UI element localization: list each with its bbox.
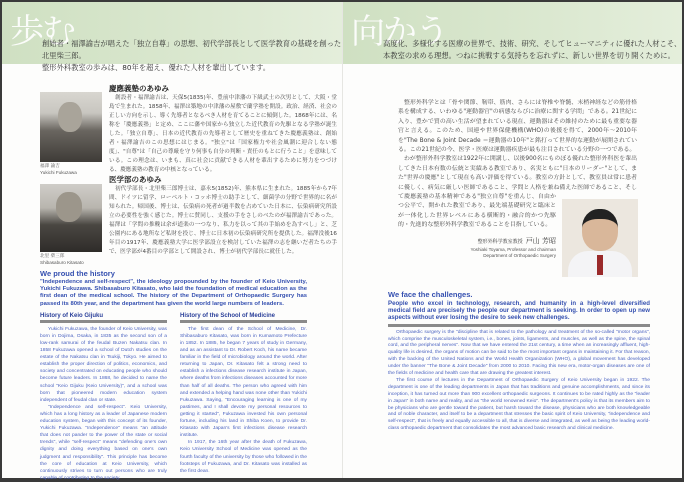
english-lead: "Independence and self-respect", the ideology propounded by the founder of Keio University, Yukichi Fukuzawa. Shibasaburo Kitasato, who laid the foundation of medical education as the first dean of the medical school. The history of the Department of Orthopaedic Surgery has passed its 80th year, and the department has given the world large numbers of leaders. [40, 279, 307, 307]
divider [388, 324, 650, 327]
caption-ja: 北里 柴三郎 [40, 254, 65, 259]
caption-en: Shibasaburo Kitasato [40, 260, 84, 265]
english-body [388, 330, 650, 434]
caption-line: Yoshiaki Toyama, Professor and chairman [470, 246, 556, 252]
section-body: 初代学部長・北里柴三郎博士は、嘉永5(1852)年、熊本県に生まれた。1885年から7年間、ドイツに留学、ローベルト・コッホ博士の助手として、細菌学の分野で世界的に名が知られた。帰国後、博士は、伝染病の死者が過半数を占めていた日本に、伝染病研究所設立の必要性を強く感じた。博士に賛同し、支援の手をさしのべたのが福澤諭吉であった。福澤は「学問の推輓は余が道楽の一つなり、私力を以って其の手始めを為すべし」と、芝公園内にある地所など私財を投じ、博士に日本初の伝染病研究所を提供した。福澤没後16年目の1917年、慶應義塾大学に医学部設立を検討していた福澤の志を継いだ者たちの手で、医学部が4番目の学部として開設され、博士が初代学部長に就任した。 [109, 186, 337, 255]
caption-line: Department of Orthopaedic Surgery [483, 252, 556, 258]
left-page [2, 2, 342, 481]
lead-line: 高度化、多様化する医療の世界で、技術、研究、そしてヒューマニティに優れた人材こそ、 [383, 39, 682, 48]
lead-line: 本教室の求める理想。つねに挑戦する気持ちを忘れずに、新しい世界を切り開くために。 [383, 51, 675, 60]
english-heading: We face the challenges. [388, 290, 473, 299]
column-body [180, 326, 307, 475]
lead-text [42, 38, 342, 74]
float-spacer [637, 99, 638, 199]
paragraph: Yukichi Fukuzawa, the founder of Keio University, was born in Dojima, Osaka, in 1835 as the second son of a low-rank samurai of the feudal Buzen Nakatsu clan. In 1858 Fukuzawa opened a school of Dutch studies on the estate of the Nakatsu clan in Tsukiji, Tokyo. He aimed to establish the proper direction of politics, economics, and society and concentrated on educating people who should become future leaders. In 1868, he decided to name the school "Keio Gijuku (Keio University)", and a school was born that pioneered modern education system independent of feudal clan or state. [40, 326, 167, 403]
portrait-block [40, 184, 102, 266]
column-body [40, 326, 167, 482]
paragraph: わが整形外科学教室は1922年に開講し、以後900名にものぼる優れた整形外科医を輩出してきた日本有数の伝統と実績ある教室であり、名実ともに"日本のリーダー"として、また"世界の慶應"として現在も高い評価を得ている。教室の方針として、教室員は常に患者に優しく、病気に厳しい医師であること、学問と人格を兼ね備えた医師であること、そして慶應義塾の基本精神である"独立自尊"を重んじ、自由かつ公平で、開かれた教室であり、最先端基礎研究と臨床とが一体化した世界レベルにある横断的・融合的かつ先駆的・先進的な整形外科学教室であることを目指している。 [398, 156, 637, 229]
column [180, 312, 307, 482]
english-heading: We proud the history [40, 269, 115, 278]
paragraph: The first course of lectures in the Department of Orthopaedic Surgery of Keio University began in 1922. The department is one of the leading departments in Japan that has traditions and genuine accomplishments, and since its inception, it has turned out more than 900 excellent orthopaedic surgeons. It continues to be rated highly as the "leader in Japan" in both name and reality, and as "the world renowned Keio". The department's policy is that its members aim to be physicians who are gentle toward the patient, but harsh toward the disease, physicians who are both knowledgeable and of noble character, and itself to be a department that stresses the basic spirit of Keio University, "independence and self-respect", that is freely and equally accessible to all, that is diverse and integrated, as well as being the leading world-class orthopaedic department that consolidates the most advanced basic research and clinical medicine. [388, 377, 650, 432]
portrait-kitasato [40, 184, 102, 252]
paragraph: Orthopaedic surgery is the "discipline that is related to the pathology and treatment of the so-called "motor organs", which comprise the musculoskeletal system, i.e., bones, joints, ligaments, and muscles, as well as the spine, the spinal cord, and the peripheral nerves". Now that we have entered the 21st century, a time when an increasingly affluent, high-quality life is desired, the organs of motion can be said to be the most important organs in maintaining it. For that reason, with the backing of the United Nations and the World Health Organization (WHO), a global movement has developed under the banner "The Bone & Joint Decade" from 2000 to 2010. Facing this new era, motor-organ diseases are one of the fields of medicine and health care that are drawing the greatest interest. [388, 329, 650, 377]
english-lead: People who excel in technology, research, and humanity in a high-level diversified medical field are precisely the people our department is seeking. In order to open up new aspects without ever losing the desire to seek new challenges. [388, 300, 650, 322]
english-section [40, 269, 307, 482]
divider [180, 320, 307, 323]
paragraph: In 1917, the 16th year after the death of Fukuzawa, Keio University School of Medicine was opened as the fourth faculty of the university by those who followed in the footsteps of Fukuzawa, and Dr. Kitasato was installed as the first dean. [180, 440, 307, 474]
photo-caption [40, 254, 102, 266]
column-heading: History of Keio Gijuku [40, 312, 104, 319]
english-columns [40, 312, 307, 482]
portrait-block [40, 92, 102, 176]
divider [40, 320, 167, 323]
caption-role: 整形外科学教室教授 [477, 238, 523, 245]
brochure-spread [2, 2, 682, 481]
portrait-fukuzawa [40, 92, 102, 162]
column-heading: History of the School of Medicine [180, 312, 276, 319]
section-body: 創設者・福澤諭吉は、天保5(1835)年、豊前中津藩の下級武士の次男として、大阪・堂島で生まれた。1858年、福澤は築地の中津藩の屋敷で蘭学塾を開設。政治、経済、社会の正しい方向を示し、導く先導者となるべき人材を育てることに傾倒した。1868年には、名称を「慶應義塾」と定め、ここに藩や国家から独立した近代教育の先駆となる学塾が誕生した。「独立自尊」、日本の近代教育の先導者として歴史を重ねてきた慶應義塾は、創始者・福澤諭吉のこの思想にはじまる。"独立"は「国家権力や社会風潮に迎合しない態度」、"自尊"は「自己の尊厳を守り何事も自分の判断・責任のもとに行うこと」を意味している。この理念は、いまも、真に社会に貢献できる人材を輩出するために努力をつづける、慶應義塾の教育の中核となっている。 [109, 95, 337, 173]
english-section [388, 290, 650, 433]
lead-line: 創始者・福澤諭吉が唱えた「独立自尊」の思想、初代学部長として医学教育の基礎を創った北里柴三郎。 [42, 39, 342, 60]
section-heading: 医学部のあゆみ [109, 175, 162, 184]
paragraph: "Independence and self-respect". Keio University, which has a long history as a leader of Japanese modern education system, began with this concept of its founder, Yukichi Fukuzawa. "Independence" means "an attitude that does not pander to the power of the state or social trends", while "self-respect" means "defending one's own dignity and doing everything based on one's own judgment and responsibility". This principle has become the core of education at Keio University, which continuously strives to turn out persons who are truly capable of contributing to the society. [40, 404, 167, 481]
page-title: 歩む [10, 12, 74, 52]
lead-line: 整形外科教室の歩みは、80年を超え、優れた人材を輩出しています。 [42, 63, 271, 72]
caption-en: Yukichi Fukuzawa [40, 170, 77, 175]
right-page [342, 2, 682, 478]
photo-caption [40, 164, 102, 176]
portrait-toyama [562, 199, 638, 277]
column [40, 312, 167, 482]
japanese-section [398, 99, 638, 277]
paragraph: 整形外科学とは「骨や関節、靭帯、筋肉、さらには脊椎や脊髄、末梢神経などの筋骨格系を構成する、いわゆる"運動器官"の病態ならびに治療に関する学問」である。21世紀に入り、豊かで質の高い生活が望まれている現在、運動器はその維持のために最も重要な器官と言える。このため、国連や世界保健機構(WHO)の後援を得て、2000年～2010年を"The Bone & Joint Decade ＝運動器の10年"と銘打って世界的な運動が展開されている。この21世紀の今、医学・医療は運動器疾患が最も注目されている分野の一つである。 [398, 100, 637, 154]
lead-text [383, 38, 681, 62]
caption-name: 戸山 芳昭 [525, 236, 556, 245]
section-heading: 慶應義塾のあゆみ [109, 84, 169, 93]
paragraph: The first dean of the School of Medicine, Dr. Shibasaburo Kitasato, was born in Kumamoto Prefecture in 1852. In 1885, he began 7 years of study in Germany, and as an assistant to Dr. Robert Koch, his name became familiar in the field of microbiology around the world. After returning to Japan, Dr. Kitasato felt a strong need to establish a infections disease research institute in Japan, where deaths from infections diseases accounted for more than half of all deaths. The person who agreed with him and extended a helping hand was none other than Yukichi Fukuzawa. Saying, "Encouraging learning is one of my pastimes, and I shall devote my personal resources to getting it started", Fukuzawa invested his own personal fortune, including his land in Shiba Koen, to provide Dr. Kitasato with Japan's first infections disease research institute. [180, 326, 307, 439]
page-title: 向かう [351, 12, 447, 52]
caption-ja: 福澤 諭吉 [40, 164, 60, 169]
